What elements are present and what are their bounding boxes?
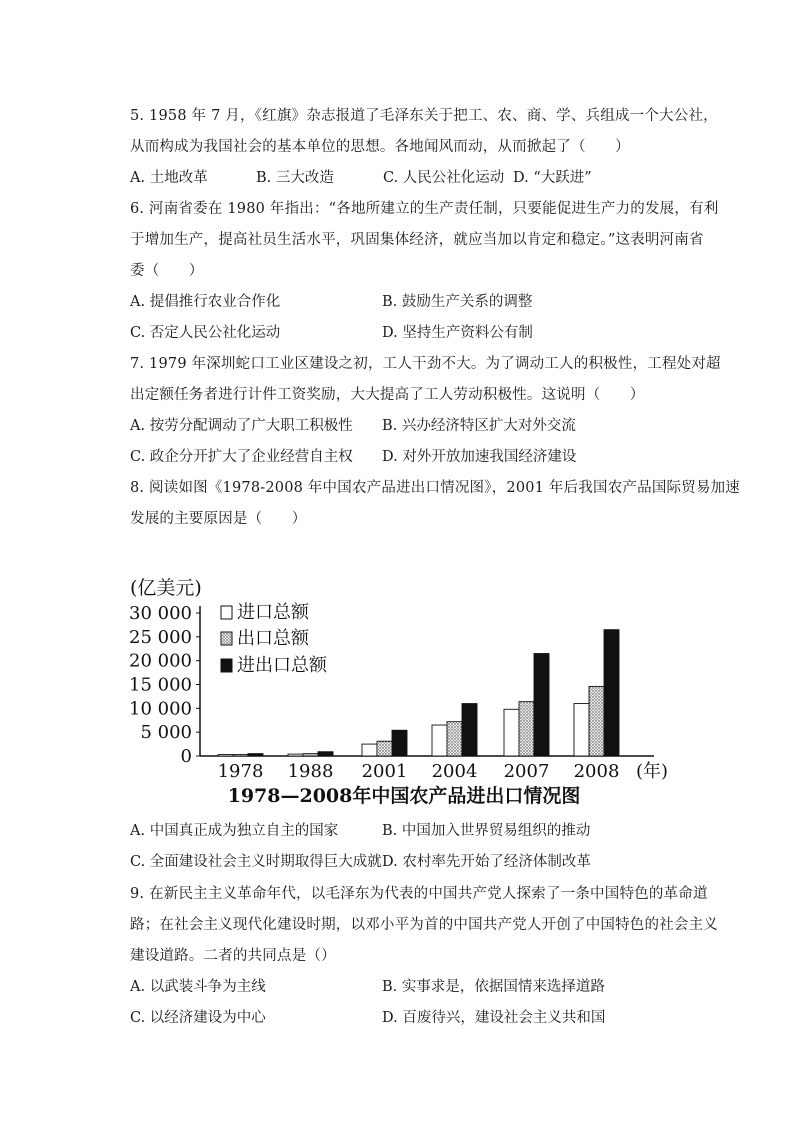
question-9-option-D: D. 百废待兴，建设社会主义共和国 (382, 1010, 606, 1026)
legend-label-2: 出口总额 (237, 628, 309, 649)
question-7-stem-line: 7. 1979 年深圳蛇口工业区建设之初，工人干劲不大。为了调动工人的积极性，工程处对超 (130, 356, 721, 372)
y-tick-label: 0 (180, 746, 192, 767)
legend-swatch-2 (221, 632, 232, 645)
question-5-stem-line: 从而构成为我国社会的基本单位的思想。各地闻风而动，从而掀起了（ ） (130, 139, 630, 155)
bar-2001-2 (377, 741, 392, 756)
question-7-option-B: B. 兴办经济特区扩大对外交流 (382, 418, 576, 434)
question-7-stem-line: 出定额任务者进行计件工资奖励，大大提高了工人劳动积极性。这说明（ ） (130, 387, 645, 403)
question-7-option-D: D. 对外开放加速我国经济建设 (382, 449, 577, 465)
bar-1988-1 (288, 754, 303, 756)
y-tick-label: 20 000 (129, 650, 192, 672)
y-tick-label: 30 000 (129, 603, 192, 624)
question-9-option-C: C. 以经济建设为中心 (130, 1010, 266, 1026)
question-8-option-D: D. 农村率先开始了经济体制改革 (382, 854, 591, 870)
legend-swatch-3 (221, 659, 232, 672)
x-tick-label-1978: 1978 (217, 761, 264, 782)
question-5-option-B: B. 三大改造 (256, 170, 334, 186)
question-6-option-A: A. 提倡推行农业合作化 (130, 294, 281, 310)
question-6-option-B: B. 鼓励生产关系的调整 (382, 294, 533, 310)
question-9-stem-line: 9. 在新民主主义革命年代，以毛泽东为代表的中国共产党人探索了一条中国特色的革命道 (130, 886, 708, 902)
bar-2004-2 (447, 722, 462, 756)
question-8-stem-line: 8. 阅读如图《1978-2008 年中国农产品进出口情况图》，2001 年后我国农产品国际贸易加速 (130, 480, 741, 496)
question-7-option-C: C. 政企分开扩大了企业经营自主权 (130, 449, 353, 465)
bar-2008-2 (589, 686, 604, 756)
legend-label-3: 进出口总额 (237, 655, 327, 676)
question-9-option-B: B. 实事求是，依据国情来选择道路 (382, 979, 605, 995)
bar-2004-3 (462, 704, 477, 756)
question-6-stem-line: 6. 河南省委在 1980 年指出：“各地所建立的生产责任制，只要能促进生产力的发展，有利 (130, 201, 719, 217)
y-tick-label: 25 000 (129, 626, 192, 648)
legend-label-1: 进口总额 (237, 602, 309, 623)
bar-1978-3 (248, 754, 263, 756)
question-5-option-A: A. 土地改革 (130, 170, 208, 186)
question-8-stem-line: 发展的主要原因是（ ） (130, 511, 307, 527)
trade-bar-chart (124, 570, 684, 815)
question-8-option-B: B. 中国加入世界贸易组织的推动 (382, 823, 591, 839)
question-6-stem-line: 于增加生产，提高社员生活水平，巩固集体经济，就应当加以肯定和稳定。”这表明河南省 (130, 232, 704, 248)
question-6-stem-line: 委（ ） (130, 263, 204, 279)
chart-title: 1978—2008年中国农产品进出口情况图 (227, 785, 581, 807)
bar-1978-1 (218, 755, 233, 756)
bar-1988-3 (318, 752, 333, 756)
question-5-stem-line: 5. 1958 年 7 月，《红旗》杂志报道了毛泽东关于把工、农、商、学、兵组成一个大公社， (130, 108, 718, 124)
bar-2001-3 (392, 730, 407, 756)
bar-2007-3 (534, 654, 549, 756)
question-9-stem-line: 建设道路。二者的共同点是（） (130, 948, 336, 964)
trade-chart (124, 570, 684, 815)
question-8-option-A: A. 中国真正成为独立自主的国家 (130, 823, 339, 839)
x-tick-label-2008: 2008 (573, 761, 620, 782)
question-9-stem-line: 路；在社会主义现代化建设时期，以邓小平为首的中国共产党人开创了中国特色的社会主义 (130, 917, 718, 933)
bar-2007-1 (504, 709, 519, 756)
bar-2008-3 (604, 630, 619, 756)
x-tick-label-1988: 1988 (287, 761, 334, 782)
question-6-option-D: D. 坚持生产资料公有制 (382, 325, 533, 341)
question-8-option-C: C. 全面建设社会主义时期取得巨大成就 (130, 854, 382, 870)
bar-1978-2 (233, 755, 248, 756)
legend-swatch-1 (221, 606, 232, 619)
x-tick-label-2004: 2004 (431, 761, 478, 782)
question-5-option-D: D. “大跃进” (513, 170, 592, 186)
y-tick-label: 15 000 (129, 674, 192, 696)
bar-2001-1 (362, 744, 377, 756)
bar-2008-1 (574, 704, 589, 756)
question-9-option-A: A. 以武装斗争为主线 (130, 979, 266, 995)
bar-2004-1 (432, 725, 447, 756)
question-6-option-C: C. 否定人民公社化运动 (130, 325, 281, 341)
x-tick-label-2007: 2007 (503, 761, 550, 782)
question-5-option-C: C. 人民公社化运动 (383, 170, 505, 186)
question-7-option-A: A. 按劳分配调动了广大职工积极性 (130, 418, 353, 434)
y-tick-label: 10 000 (129, 698, 192, 720)
y-tick-label: 5 000 (140, 722, 192, 744)
bar-2007-2 (519, 702, 534, 756)
x-axis-label: (年) (636, 761, 669, 782)
y-axis-label: (亿美元) (130, 577, 202, 599)
bar-1988-2 (303, 754, 318, 756)
x-tick-label-2001: 2001 (361, 761, 408, 782)
